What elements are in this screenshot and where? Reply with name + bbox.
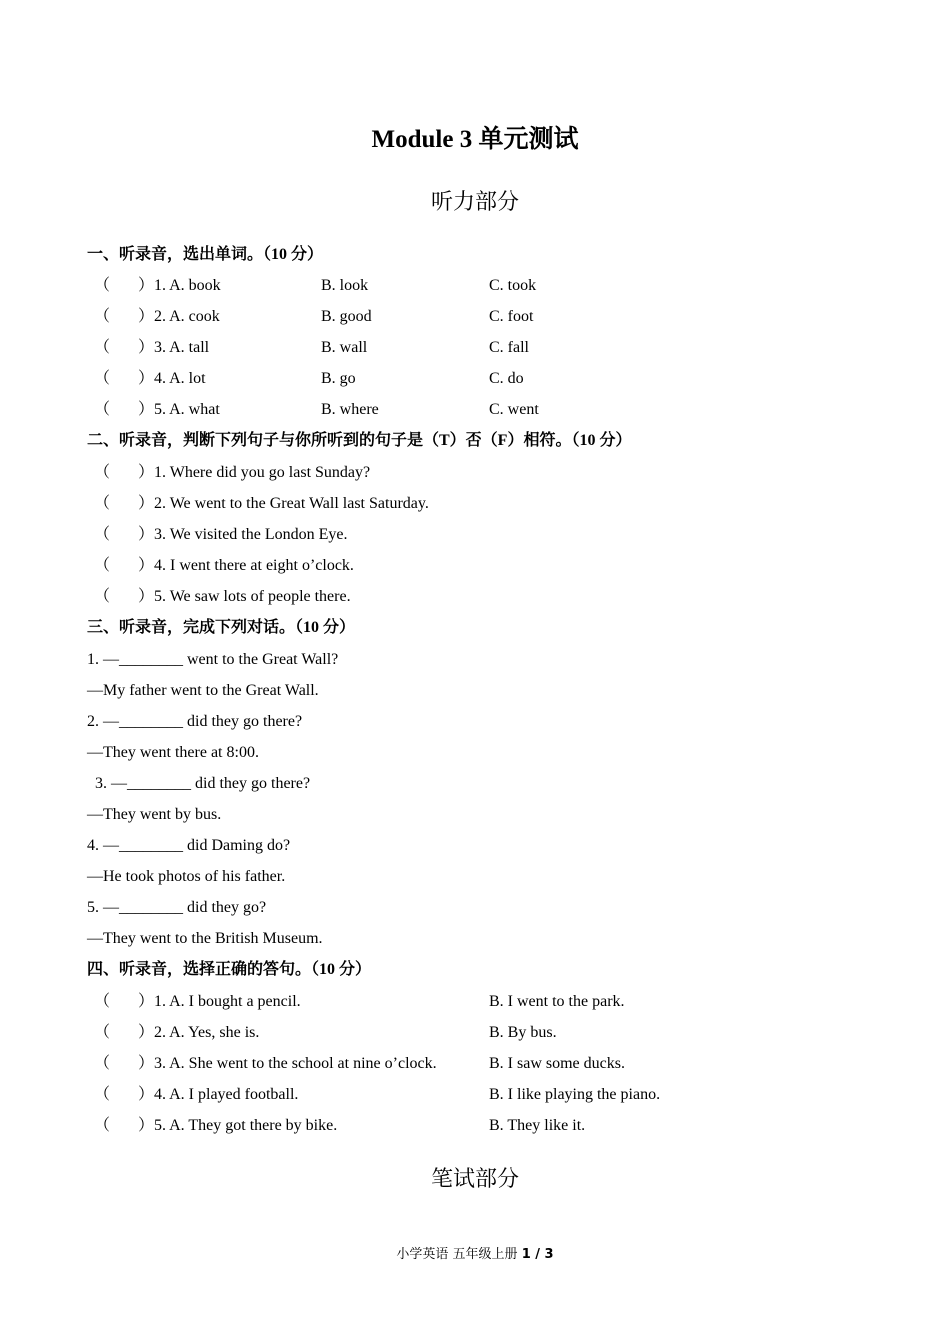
answer-paren-close: ） — [138, 277, 155, 294]
answer-paren-open: （ — [94, 308, 111, 325]
option-a: 4. A. I played football. — [154, 1086, 299, 1103]
section4-heading: 四、听录音，选择正确的答句。（10 分） — [87, 961, 372, 978]
option-a: 1. A. I bought a pencil. — [154, 993, 301, 1010]
option-a: 5. A. They got there by bike. — [154, 1117, 338, 1134]
option-c: C. fall — [489, 339, 529, 356]
option-c: C. do — [489, 370, 524, 387]
question-text: 2. We went to the Great Wall last Saturday. — [154, 495, 429, 512]
answer-paren-open: （ — [94, 464, 111, 481]
question-text: 4. I went there at eight o’clock. — [154, 557, 354, 574]
question-text: 5. We saw lots of people there. — [154, 588, 351, 605]
option-a: 2. A. cook — [154, 308, 220, 325]
page-title: Module 3 单元测试 — [371, 126, 579, 153]
answer-paren-open: （ — [94, 557, 111, 574]
answer-paren-open: （ — [94, 993, 111, 1010]
answer-paren-close: ） — [138, 1086, 155, 1103]
answer-paren-open: （ — [94, 370, 111, 387]
answer-paren-close: ） — [138, 401, 155, 418]
option-c: C. went — [489, 401, 539, 418]
answer-paren-open: （ — [94, 588, 111, 605]
dialogue-answer: —They went there at 8:00. — [87, 744, 259, 761]
answer-paren-close: ） — [138, 993, 155, 1010]
option-b: B. good — [321, 308, 372, 325]
section2-heading: 二、听录音，判断下列句子与你所听到的句子是（T）否（F）相符。（10 分） — [87, 432, 632, 449]
dialogue-question: 2. —________ did they go there? — [87, 713, 303, 730]
option-b: B. I like playing the piano. — [489, 1086, 661, 1103]
answer-paren-close: ） — [138, 370, 155, 387]
dialogue-answer: —They went to the British Museum. — [87, 930, 323, 947]
writing-section-title: 笔试部分 — [430, 1166, 519, 1191]
answer-paren-open: （ — [94, 339, 111, 356]
option-b: B. go — [321, 370, 356, 387]
option-a: 3. A. She went to the school at nine o’clock. — [154, 1055, 437, 1072]
option-a: 4. A. lot — [154, 370, 206, 387]
option-c: C. foot — [489, 308, 534, 325]
dialogue-answer: —They went by bus. — [87, 806, 222, 823]
option-a: 1. A. book — [154, 277, 221, 294]
page-footer — [0, 1246, 950, 1264]
question-text: 1. Where did you go last Sunday? — [154, 464, 371, 481]
section1-heading: 一、听录音，选出单词。（10 分） — [87, 246, 324, 263]
answer-paren-close: ） — [138, 557, 155, 574]
answer-paren-open: （ — [94, 277, 111, 294]
dialogue-question: 5. —________ did they go? — [87, 899, 267, 916]
option-b: B. look — [321, 277, 369, 294]
listening-section-title: 听力部分 — [430, 189, 519, 214]
dialogue-answer: —My father went to the Great Wall. — [87, 682, 319, 699]
dialogue-question: 3. —________ did they go there? — [95, 775, 311, 792]
answer-paren-open: （ — [94, 401, 111, 418]
answer-paren-open: （ — [94, 1086, 111, 1103]
dialogue-answer: —He took photos of his father. — [87, 868, 286, 885]
question-text: 3. We visited the London Eye. — [154, 526, 348, 543]
option-b: B. I went to the park. — [489, 993, 625, 1010]
option-a: 5. A. what — [154, 401, 220, 418]
answer-paren-close: ） — [138, 308, 155, 325]
answer-paren-close: ） — [138, 495, 155, 512]
answer-paren-open: （ — [94, 495, 111, 512]
answer-paren-close: ） — [138, 588, 155, 605]
option-b: B. By bus. — [489, 1024, 557, 1041]
option-c: C. took — [489, 277, 537, 294]
dialogue-question: 4. —________ did Daming do? — [87, 837, 291, 854]
dialogue-question: 1. —________ went to the Great Wall? — [87, 651, 339, 668]
answer-paren-open: （ — [94, 1117, 111, 1134]
answer-paren-close: ） — [138, 1024, 155, 1041]
answer-paren-close: ） — [138, 464, 155, 481]
answer-paren-open: （ — [94, 526, 111, 543]
option-b: B. They like it. — [489, 1117, 586, 1134]
answer-paren-close: ） — [138, 1117, 155, 1134]
answer-paren-close: ） — [138, 1055, 155, 1072]
option-a: 3. A. tall — [154, 339, 210, 356]
answer-paren-open: （ — [94, 1055, 111, 1072]
answer-paren-open: （ — [94, 1024, 111, 1041]
section3-heading: 三、听录音，完成下列对话。（10 分） — [87, 619, 356, 636]
answer-paren-close: ） — [138, 526, 155, 543]
option-b: B. where — [321, 401, 379, 418]
option-b: B. I saw some ducks. — [489, 1055, 625, 1072]
option-a: 2. A. Yes, she is. — [154, 1024, 260, 1041]
option-b: B. wall — [321, 339, 368, 356]
answer-paren-close: ） — [138, 339, 155, 356]
footer-label: 小学英语 五年级上册 — [396, 1247, 518, 1262]
page-number: 1 / 3 — [521, 1247, 554, 1262]
